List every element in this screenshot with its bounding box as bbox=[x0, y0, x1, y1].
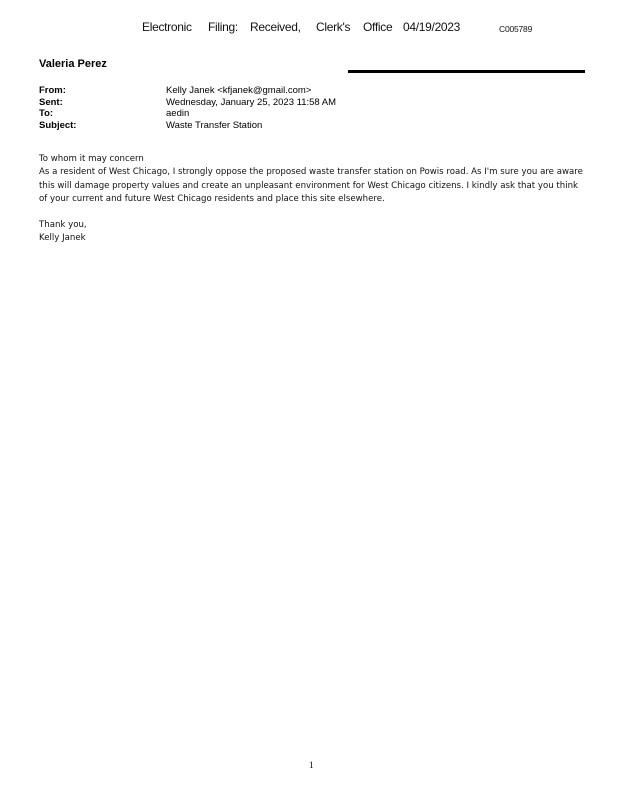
sender-name: Valeria Perez bbox=[39, 58, 107, 70]
body-paragraph: As a resident of West Chicago, I strongly oppose the proposed waste transfer station on Powis road. As I'm sure you are aware this will damage property values and create an unpleasant environment for West Chicago citizens. I kindly ask that you think of your current and future West Chicago residents and place this site elsewhere. bbox=[39, 167, 583, 204]
header-divider bbox=[348, 70, 585, 73]
email-body bbox=[39, 153, 584, 246]
stamp-word-received: Received, bbox=[250, 20, 301, 34]
to-value: aedin bbox=[166, 108, 190, 119]
from-label: From: bbox=[39, 85, 66, 96]
sent-value: Wednesday, January 25, 2023 11:58 AM bbox=[166, 96, 337, 108]
page-number: 1 bbox=[309, 760, 314, 770]
signature: Kelly Janek bbox=[39, 233, 86, 244]
to-label: To: bbox=[39, 108, 54, 119]
stamp-date: 04/19/2023 bbox=[403, 20, 461, 34]
stamp-word-office: Office bbox=[363, 20, 393, 34]
salutation: To whom it may concern bbox=[39, 154, 144, 164]
stamp-word-clerks: Clerk's bbox=[316, 20, 351, 34]
from-value: Kelly Janek <kfjanek@gmail.com> bbox=[166, 85, 312, 96]
document-id: C005789 bbox=[499, 24, 533, 34]
subject-value: Waste Transfer Station bbox=[166, 119, 263, 131]
closing: Thank you, bbox=[39, 220, 87, 231]
stamp-word-filing: Filing: bbox=[208, 20, 238, 34]
spacer bbox=[39, 206, 584, 219]
sent-label: Sent: bbox=[39, 96, 63, 108]
subject-label: Subject: bbox=[39, 119, 77, 131]
stamp-word-electronic: Electronic bbox=[142, 20, 192, 34]
